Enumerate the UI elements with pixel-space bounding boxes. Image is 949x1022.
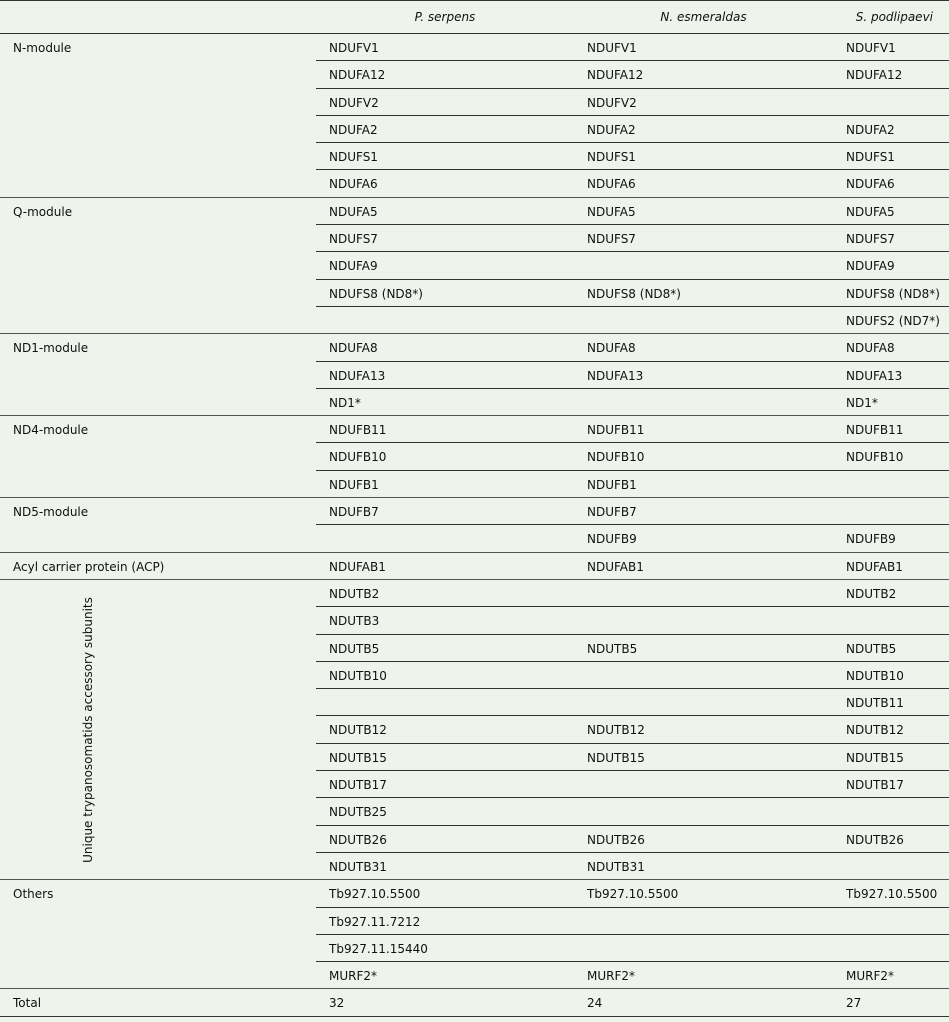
subunit-cell: Tb927.10.5500: [574, 880, 833, 907]
total-label: Total: [0, 989, 316, 1016]
subunit-cell: [574, 607, 833, 634]
subunit-cell: [833, 470, 949, 497]
module-label: Q-module: [0, 197, 316, 333]
subunit-cell: NDUFAB1: [574, 552, 833, 579]
subunit-cell: Tb927.10.5500: [833, 880, 949, 907]
subunit-cell: [833, 798, 949, 825]
subunit-cell: NDUTB15: [316, 743, 574, 770]
subunit-cell: NDUTB15: [574, 743, 833, 770]
subunit-cell: NDUFA9: [316, 252, 574, 279]
subunit-cell: ND1*: [316, 388, 574, 415]
subunit-cell: [574, 388, 833, 415]
subunit-cell: NDUTB5: [833, 634, 949, 661]
subunit-cell: [316, 525, 574, 552]
subunit-cell: NDUFB10: [574, 443, 833, 470]
table-row: [0, 552, 949, 579]
subunit-cell: NDUTB25: [316, 798, 574, 825]
subunit-cell: NDUFA12: [316, 61, 574, 88]
subunit-cell: NDUFA2: [574, 115, 833, 142]
subunit-cell: NDUTB5: [574, 634, 833, 661]
subunit-cell: NDUFV1: [833, 34, 949, 61]
subunit-cell: NDUFA5: [316, 197, 574, 224]
table-body: [0, 34, 949, 1017]
subunit-cell: MURF2*: [574, 962, 833, 989]
subunit-cell: NDUFB11: [833, 416, 949, 443]
table-row: [0, 34, 949, 61]
module-label: [0, 579, 316, 879]
subunit-cell: NDUTB2: [316, 579, 574, 606]
subunit-cell: NDUFS7: [833, 225, 949, 252]
subunit-cell: ND1*: [833, 388, 949, 415]
subunit-cell: NDUTB31: [574, 852, 833, 879]
subunit-cell: NDUFA13: [574, 361, 833, 388]
subunit-cell: [574, 934, 833, 961]
subunit-cell: NDUTB11: [833, 689, 949, 716]
module-label: ND1-module: [0, 334, 316, 416]
subunit-cell: NDUTB31: [316, 852, 574, 879]
subunit-cell: NDUTB10: [316, 661, 574, 688]
subunit-cell: NDUFV2: [574, 88, 833, 115]
subunit-cell: [316, 689, 574, 716]
subunit-cell: NDUFA13: [316, 361, 574, 388]
subunit-cell: NDUFA9: [833, 252, 949, 279]
subunit-cell: NDUFB1: [316, 470, 574, 497]
subunit-cell: [833, 88, 949, 115]
subunit-cell: NDUTB12: [833, 716, 949, 743]
subunit-cell: [574, 579, 833, 606]
subunit-cell: [833, 907, 949, 934]
subunit-cell: NDUFA8: [316, 334, 574, 361]
module-label-text: Unique trypanosomatids accessory subunits: [81, 596, 95, 863]
header-s-podlipaevi: S. podlipaevi: [855, 10, 933, 24]
subunit-cell: NDUTB2: [833, 579, 949, 606]
subunit-cell: NDUFV1: [316, 34, 574, 61]
subunit-cell: [833, 498, 949, 525]
subunit-cell: Tb927.11.15440: [316, 934, 574, 961]
subunit-cell: MURF2*: [833, 962, 949, 989]
header-empty: [0, 1, 316, 34]
subunit-cell: [574, 661, 833, 688]
subunit-cell: NDUFA8: [833, 334, 949, 361]
subunit-cell: NDUFB9: [574, 525, 833, 552]
subunit-cell: NDUTB10: [833, 661, 949, 688]
subunit-cell: NDUFA8: [574, 334, 833, 361]
module-label: Others: [0, 880, 316, 989]
subunit-cell: NDUTB3: [316, 607, 574, 634]
subunit-cell: NDUFA6: [574, 170, 833, 197]
subunit-cell: NDUTB12: [574, 716, 833, 743]
subunit-cell: NDUFB7: [316, 498, 574, 525]
module-label: N-module: [0, 34, 316, 198]
subunit-cell: NDUFA12: [574, 61, 833, 88]
subunit-cell: NDUTB26: [833, 825, 949, 852]
subunit-cell: [574, 771, 833, 798]
subunit-cell: Tb927.10.5500: [316, 880, 574, 907]
table-row: [0, 416, 949, 443]
subunit-cell: NDUFS2 (ND7*): [833, 306, 949, 333]
header-p-serpens: P. serpens: [414, 10, 476, 24]
module-label: ND4-module: [0, 416, 316, 498]
subunit-cell: NDUFA5: [833, 197, 949, 224]
total-value: 32: [316, 989, 574, 1016]
subunit-cell: NDUFS8 (ND8*): [316, 279, 574, 306]
subunit-cell: [574, 306, 833, 333]
subunit-cell: NDUFB11: [574, 416, 833, 443]
subunit-cell: NDUFA13: [833, 361, 949, 388]
subunit-cell: NDUTB26: [574, 825, 833, 852]
subunit-cell: Tb927.11.7212: [316, 907, 574, 934]
subunit-cell: NDUFS1: [316, 143, 574, 170]
subunit-cell: NDUFV2: [316, 88, 574, 115]
subunit-cell: NDUFA6: [833, 170, 949, 197]
subunit-cell: MURF2*: [316, 962, 574, 989]
subunit-cell: NDUFA5: [574, 197, 833, 224]
table-row: [0, 498, 949, 525]
subunit-cell: NDUTB12: [316, 716, 574, 743]
subunit-cell: NDUTB17: [833, 771, 949, 798]
subunit-cell: NDUFB9: [833, 525, 949, 552]
subunit-cell: NDUTB26: [316, 825, 574, 852]
subunit-cell: NDUFS8 (ND8*): [833, 279, 949, 306]
subunit-cell: [574, 689, 833, 716]
module-label: ND5-module: [0, 498, 316, 553]
subunit-cell: NDUFV1: [574, 34, 833, 61]
subunit-cell: [574, 798, 833, 825]
subunit-cell: [833, 607, 949, 634]
subunit-cell: NDUFA2: [316, 115, 574, 142]
subunit-cell: NDUFB11: [316, 416, 574, 443]
subunit-cell: NDUTB15: [833, 743, 949, 770]
subunit-cell: NDUTB17: [316, 771, 574, 798]
subunit-cell: NDUFB7: [574, 498, 833, 525]
subunit-cell: [574, 252, 833, 279]
module-label: Acyl carrier protein (ACP): [0, 552, 316, 579]
subunit-cell: [833, 934, 949, 961]
subunit-cell: NDUFB10: [833, 443, 949, 470]
total-row: [0, 989, 949, 1016]
subunit-cell: NDUFB10: [316, 443, 574, 470]
subunit-cell: NDUFA12: [833, 61, 949, 88]
total-value: 27: [833, 989, 949, 1016]
subunit-cell: NDUTB5: [316, 634, 574, 661]
subunit-cell: NDUFAB1: [833, 552, 949, 579]
subunit-cell: [833, 852, 949, 879]
subunit-cell: NDUFS1: [833, 143, 949, 170]
header-n-esmeraldas: N. esmeraldas: [660, 10, 747, 24]
subunit-cell: NDUFB1: [574, 470, 833, 497]
table-row: [0, 197, 949, 224]
subunit-cell: [574, 907, 833, 934]
table-row: [0, 579, 949, 606]
header-row: [0, 1, 949, 34]
table-row: [0, 880, 949, 907]
subunit-cell: NDUFA2: [833, 115, 949, 142]
subunit-cell: NDUFAB1: [316, 552, 574, 579]
table-row: [0, 334, 949, 361]
subunit-cell: NDUFS8 (ND8*): [574, 279, 833, 306]
subunit-cell: NDUFA6: [316, 170, 574, 197]
subunit-cell: NDUFS1: [574, 143, 833, 170]
subunit-cell: NDUFS7: [574, 225, 833, 252]
total-value: 24: [574, 989, 833, 1016]
subunit-cell: [316, 306, 574, 333]
subunit-cell: NDUFS7: [316, 225, 574, 252]
